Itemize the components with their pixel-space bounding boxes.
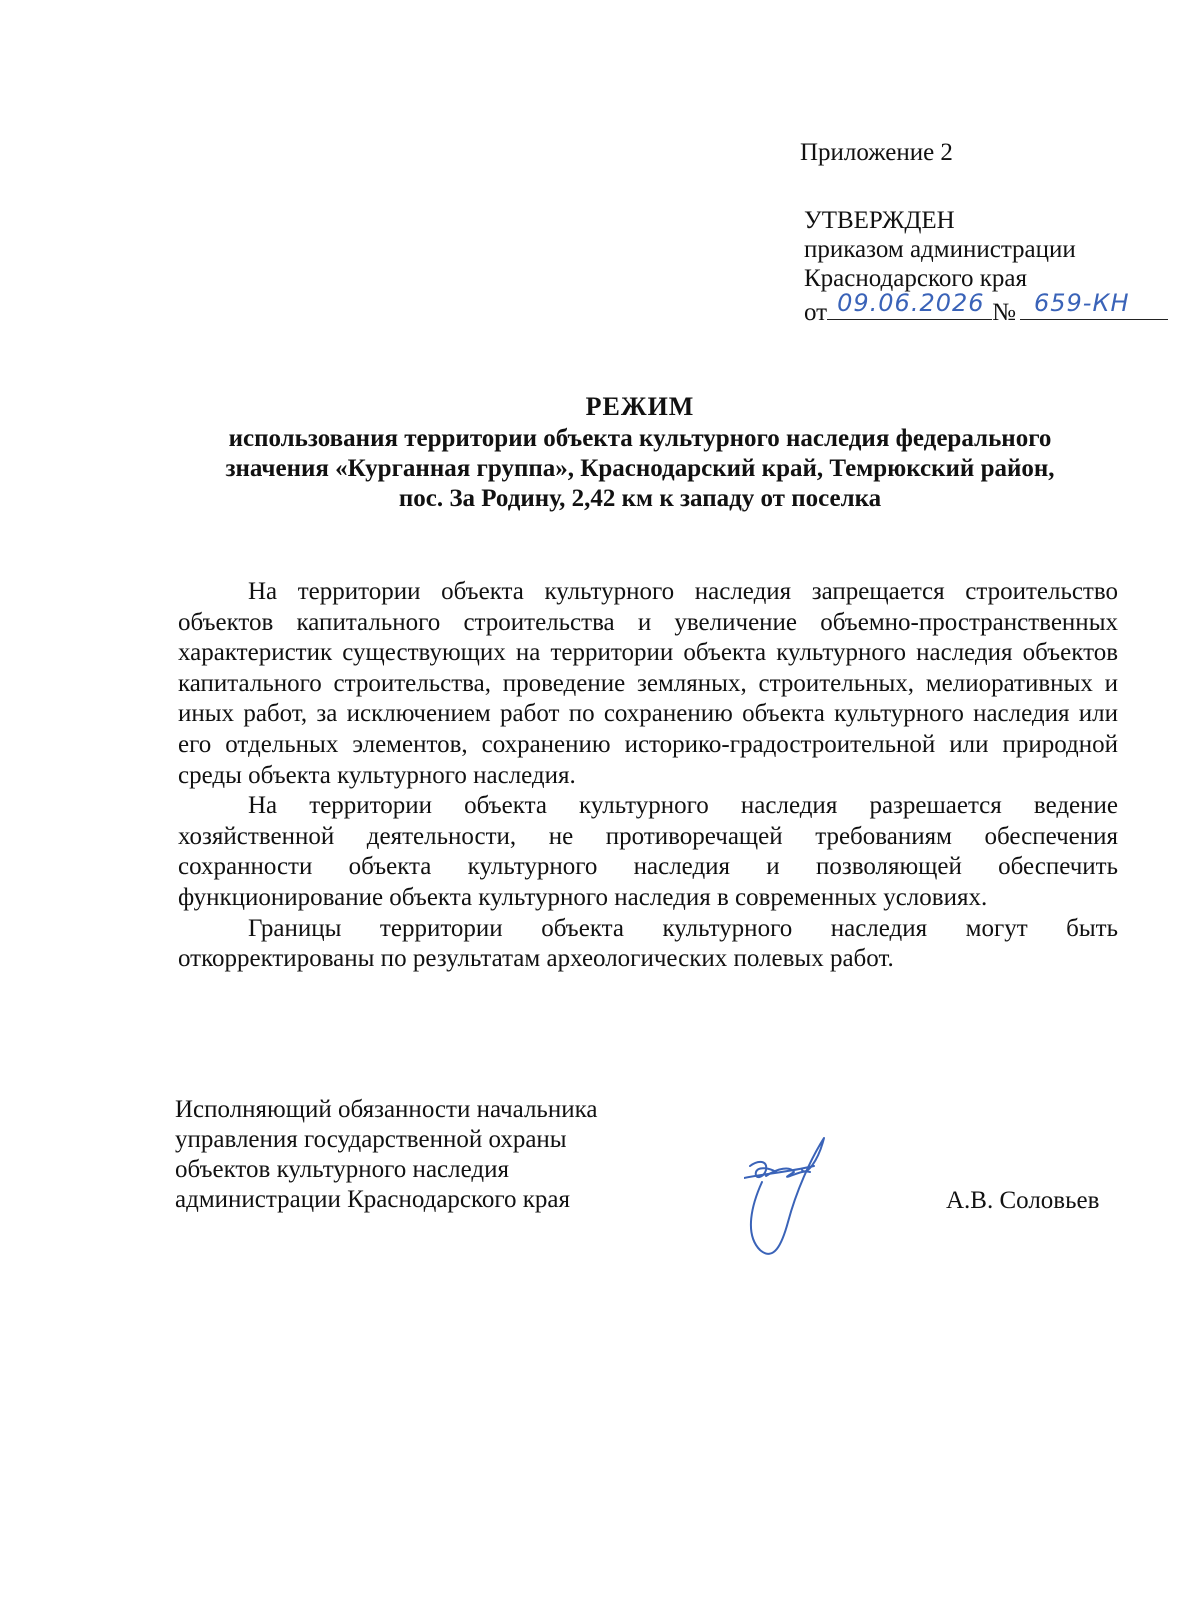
body-paragraph: На территории объекта культурного наследия запрещается строительство объектов капитального строительства и увеличение объемно-пространственных характеристик существующих на территории объекта культурного наследия объектов капитального строительства, проведение земляных, строительных, мелиоративных и иных работ, за исключением работ по сохранению объекта культурного наследия или его отдельных элементов, сохранению историко-градостроительной или природной среды объекта культурного наследия.	[178, 578, 1118, 789]
document-title	[160, 390, 1120, 514]
approval-block	[804, 206, 1168, 327]
signatory-position	[175, 1095, 597, 1215]
position-line2: управления государственной охраны	[175, 1126, 567, 1153]
number-field	[1020, 289, 1168, 320]
number-sign: №	[992, 299, 1016, 326]
approved-heading: УТВЕРЖДЕН	[804, 207, 955, 234]
approved-by-line2: Краснодарского края	[804, 265, 1027, 292]
body-paragraph: На территории объекта культурного наследия разрешается ведение хозяйственной деятельности, не противоречащей требованиям обеспечения сохранности объекта культурного наследия и позволяющей обеспечить функционирование объекта культурного наследия в современных условиях.	[178, 792, 1118, 911]
date-prefix: от	[804, 299, 828, 326]
position-line3: объектов культурного наследия	[175, 1156, 509, 1183]
body-paragraph: Границы территории объекта культурного наследия могут быть откорректированы по результатам археологических полевых работ.	[178, 914, 1118, 973]
title-sub-line1: использования территории объекта культурного наследия федерального	[228, 425, 1052, 452]
handwritten-number: 659-КН	[1033, 289, 1130, 317]
signer-name: А.В. Соловьев	[946, 1187, 1100, 1214]
title-main: РЕЖИМ	[585, 392, 695, 421]
document-body	[178, 577, 1118, 975]
appendix-label: Приложение 2	[800, 139, 953, 166]
handwritten-date: 09.06.2026	[837, 289, 985, 317]
date-number-line	[804, 289, 1168, 327]
position-line4: администрации Краснодарского края	[175, 1186, 571, 1213]
handwritten-signature	[744, 1132, 854, 1272]
title-sub-line3: пос. За Родину, 2,42 км к западу от поселка	[398, 485, 882, 512]
title-subtitle	[160, 424, 1120, 514]
approved-by-line1: приказом администрации	[804, 236, 1076, 263]
title-sub-line2: значения «Курганная группа», Краснодарский край, Темрюкский район,	[225, 455, 1055, 482]
position-line1: Исполняющий обязанности начальника	[175, 1096, 598, 1123]
date-field	[827, 289, 992, 320]
